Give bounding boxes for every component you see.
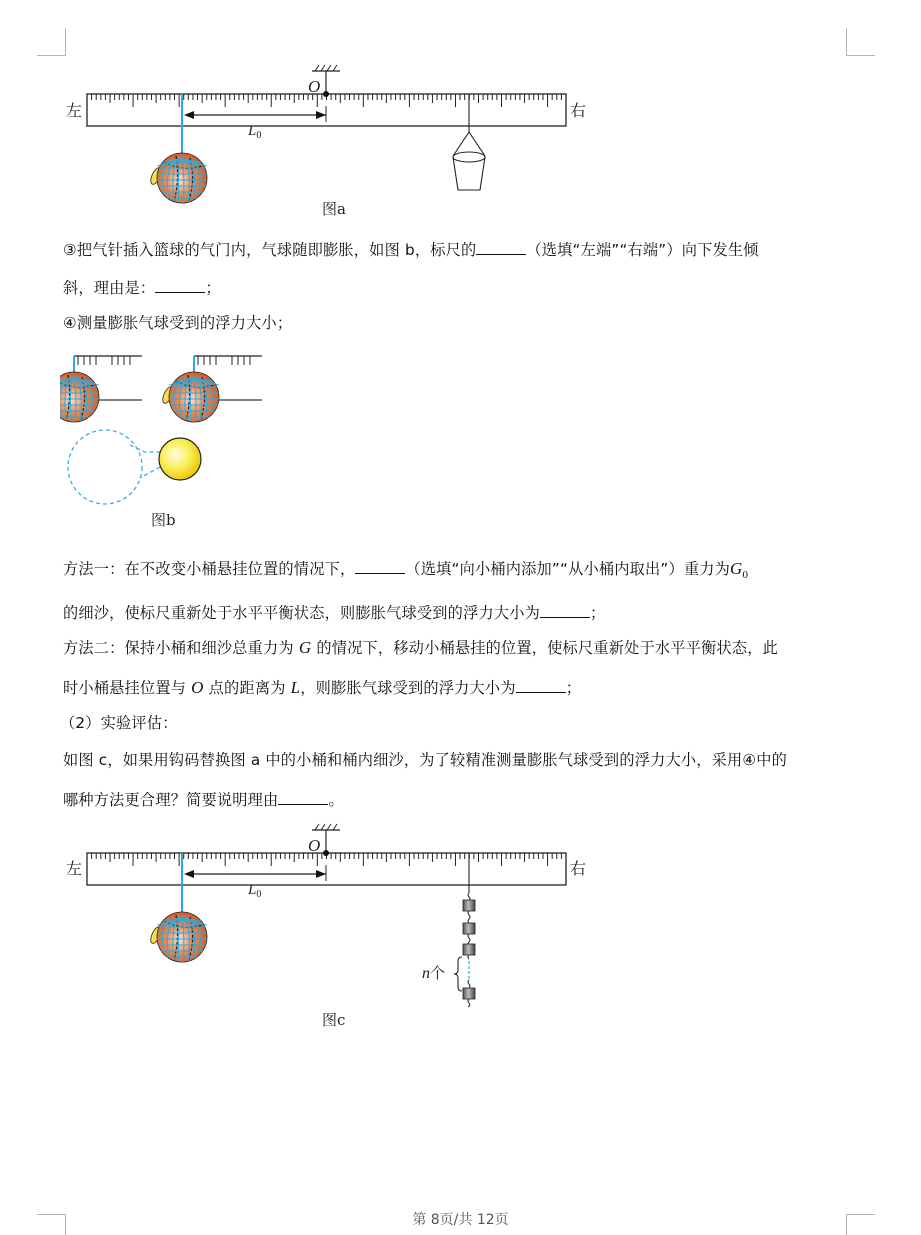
question3-text-2: （选填“左端”“右端”）向下发生倾 — [526, 241, 759, 259]
part2-title-text: （2）实验评估： — [60, 714, 178, 732]
method2-line1 — [63, 638, 778, 658]
method1-text-4: ； — [590, 604, 606, 622]
part2-text-3: 。 — [328, 791, 344, 809]
weight-2 — [463, 923, 475, 934]
figure-a-caption: 图a — [322, 200, 346, 218]
method1-line2 — [63, 601, 605, 623]
var-L: L — [290, 678, 301, 697]
var-O: O — [191, 678, 204, 697]
answer-blank-sand-action[interactable] — [355, 557, 405, 574]
inflated-balloon — [159, 438, 201, 480]
question3-text-3: 斜，理由是： — [63, 279, 156, 297]
answer-blank-buoyancy-1[interactable] — [540, 601, 590, 618]
ruler-right-label-c: 右 — [570, 859, 587, 878]
corner-mark-top-left — [37, 28, 66, 56]
question3-text-4: ； — [205, 279, 221, 297]
weight-1 — [463, 900, 475, 911]
length-label-c: $L_0$ — [248, 882, 262, 900]
question3-line1 — [63, 238, 759, 260]
method2-text-4: 点的距离为 — [203, 679, 291, 697]
pivot-point — [323, 91, 329, 97]
weight-3 — [463, 944, 475, 955]
corner-mark-top-right — [846, 28, 875, 56]
page-number: 第 8页/共 12页 — [412, 1212, 509, 1228]
length-label: $L_0$ — [248, 123, 262, 141]
method1-text-1: 方法一：在不改变小桶悬挂位置的情况下， — [63, 560, 356, 578]
method2-text-6: ； — [565, 679, 582, 697]
var-G: G — [298, 638, 312, 657]
callout-dashed-outline — [130, 445, 160, 452]
pivot-label-c: O — [308, 836, 321, 855]
weight-n — [463, 988, 475, 999]
count-brace — [454, 957, 462, 991]
answer-blank-method-reason[interactable] — [278, 788, 328, 805]
method2-text-3: 时小桶悬挂位置与 — [63, 679, 192, 697]
ruler-left-label: 左 — [66, 101, 83, 120]
basketball-left — [60, 356, 99, 422]
part2-line2 — [63, 788, 344, 810]
method2-text-2: 的情况下，移动小桶悬挂的位置，使标尺重新处于水平平衡状态，此 — [311, 639, 778, 657]
page-footer — [0, 1209, 921, 1229]
method1-line1 — [63, 557, 748, 585]
pivot-label: O — [308, 77, 321, 96]
figure-a — [60, 62, 600, 222]
ruler-left-label-c: 左 — [66, 859, 83, 878]
answer-blank-tilt-end[interactable] — [476, 238, 526, 255]
question3-line2 — [63, 276, 221, 298]
question4-title — [63, 313, 292, 333]
question3-text-1: ③把气针插入篮球的气门内，气球随即膨胀，如图 b，标尺的 — [63, 241, 477, 259]
answer-blank-buoyancy-2[interactable] — [516, 676, 566, 693]
method1-text-2: （选填“向小桶内添加”“从小桶内取出”）重力为 — [405, 560, 731, 578]
callout-circle — [68, 430, 142, 504]
basketball-right — [161, 356, 219, 422]
method2-line2 — [63, 676, 581, 698]
part2-text-2: 哪种方法更合理？简要说明理由 — [63, 791, 279, 809]
count-label: n个 — [422, 964, 446, 982]
figure-c — [60, 820, 600, 1035]
ruler-right-label: 右 — [570, 101, 587, 120]
part2-title — [60, 713, 178, 733]
figure-b-caption: 图b — [151, 511, 176, 529]
part2-line1 — [63, 750, 787, 770]
question4-text: ④测量膨胀气球受到的浮力大小； — [63, 314, 293, 332]
figure-b — [60, 345, 300, 535]
pivot-point-c — [323, 850, 329, 856]
part2-text-1: 如图 c，如果用钩码替换图 a 中的小桶和桶内细沙，为了较精准测量膨胀气球受到的浮力大小，采用④中的 — [63, 751, 788, 769]
figure-c-caption: 图c — [322, 1011, 346, 1029]
method1-text-3: 的细沙，使标尺重新处于水平平衡状态，则膨胀气球受到的浮力大小为 — [63, 604, 541, 622]
var-G0: $G_0$ — [730, 559, 749, 581]
answer-blank-reason[interactable] — [155, 276, 205, 293]
method2-text-5: ，则膨胀气球受到的浮力大小为 — [300, 679, 516, 697]
method2-text-1: 方法二：保持小桶和细沙总重力为 — [63, 639, 299, 657]
